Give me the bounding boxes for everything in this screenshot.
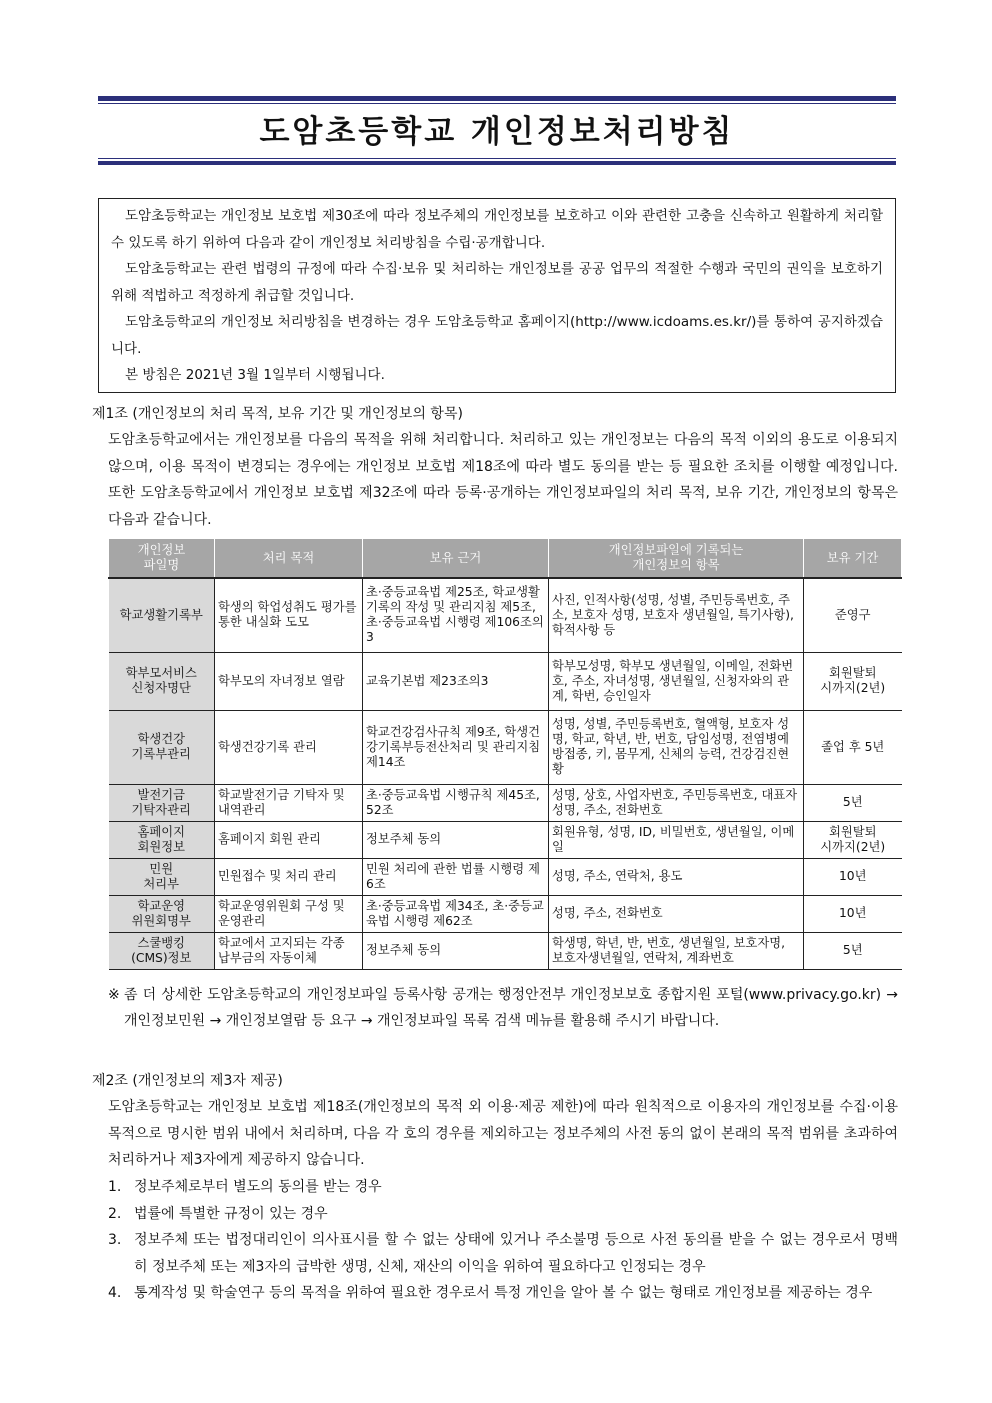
basis-cell: 정보주체 동의 bbox=[363, 821, 549, 858]
purpose-cell: 학생의 학업성취도 평가를 통한 내실화 도모 bbox=[215, 578, 363, 652]
list-item-number: 2. bbox=[108, 1205, 122, 1222]
title-top-rule bbox=[98, 96, 896, 101]
basis-cell: 초·중등교육법 시행규칙 제45조, 52조 bbox=[363, 784, 549, 821]
items-cell: 회원유형, 성명, ID, 비밀번호, 생년월일, 이메일 bbox=[549, 821, 804, 858]
file-name-cell: 민원 처리부 bbox=[109, 858, 215, 895]
note-mark: ※ bbox=[108, 987, 120, 1003]
retention-cell: 회원탈퇴 시까지(2년) bbox=[804, 652, 902, 710]
basis-cell: 초·중등교육법 제34조, 초·중등교육법 시행령 제62조 bbox=[363, 895, 549, 932]
list-item bbox=[108, 1227, 898, 1280]
column-header: 개인정보파일에 기록되는 개인정보의 항목 bbox=[549, 539, 804, 579]
file-name-cell: 학부모서비스 신청자명단 bbox=[109, 652, 215, 710]
section2-heading: 제2조 (개인정보의 제3자 제공) bbox=[92, 1073, 283, 1089]
page-title: 도암초등학교 개인정보처리방침 bbox=[259, 114, 735, 150]
column-header: 개인정보 파일명 bbox=[109, 539, 215, 579]
table-row bbox=[109, 895, 902, 932]
purpose-cell: 학교운영위원회 구성 및 운영관리 bbox=[215, 895, 363, 932]
basis-cell: 정보주체 동의 bbox=[363, 932, 549, 969]
retention-cell: 준영구 bbox=[804, 578, 902, 652]
note-block bbox=[108, 982, 898, 1034]
table-row bbox=[109, 821, 902, 858]
list-item bbox=[108, 1201, 898, 1228]
title-bottom-rule bbox=[98, 161, 896, 165]
file-name-cell: 발전기금 기탁자관리 bbox=[109, 784, 215, 821]
title-top-thin-rule bbox=[98, 103, 896, 104]
section2-paragraph: 도암초등학교는 개인정보 보호법 제18조(개인정보의 목적 외 이용·제공 제한)에 따라 원칙적으로 이용자의 개인정보를 수집·이용 목적으로 명시한 범위 내에서 처리하며, 다음 각 호의 경우를 제외하고는 정보주체의 사전 동의 없이 본래의 목적 범위를 초과하여 처리하거나 제3자에게 제공하지 않습니다. bbox=[108, 1099, 898, 1168]
intro-paragraph: 도암초등학교는 개인정보 보호법 제30조에 따라 정보주체의 개인정보를 보호하고 이와 관련한 고충을 신속하고 원활하게 처리할 수 있도록 하기 위하여 다음과 같이 개인정보 처리방침을 수립·공개합니다. bbox=[111, 208, 883, 251]
basis-cell: 초·중등교육법 제25조, 학교생활기록의 작성 및 관리지침 제5조, 초·중등교육법 시행령 제106조의3 bbox=[363, 578, 549, 652]
retention-cell: 5년 bbox=[804, 784, 902, 821]
table-row bbox=[109, 932, 902, 969]
basis-cell: 민원 처리에 관한 법률 시행령 제6조 bbox=[363, 858, 549, 895]
title-bottom-thin-rule bbox=[98, 158, 896, 159]
intro-box bbox=[98, 198, 896, 393]
items-cell: 학부모성명, 학부모 생년월일, 이메일, 전화번호, 주소, 자녀성명, 생년월일, 신청자와의 관계, 학번, 승인일자 bbox=[549, 652, 804, 710]
retention-cell: 10년 bbox=[804, 895, 902, 932]
purpose-cell: 학교발전기금 기탁자 및 내역관리 bbox=[215, 784, 363, 821]
intro-paragraph: 도암초등학교의 개인정보 처리방침을 변경하는 경우 도암초등학교 홈페이지(http://www.icdoams.es.kr/)를 통하여 공지하겠습니다. bbox=[111, 314, 883, 357]
list-item bbox=[108, 1174, 898, 1201]
retention-cell: 회원탈퇴 시까지(2년) bbox=[804, 821, 902, 858]
table-row bbox=[109, 652, 902, 710]
retention-cell: 10년 bbox=[804, 858, 902, 895]
retention-cell: 5년 bbox=[804, 932, 902, 969]
purpose-cell: 학교에서 고지되는 각종 납부금의 자동이체 bbox=[215, 932, 363, 969]
list-item-text: 통계작성 및 학술연구 등의 목적을 위하여 필요한 경우로서 특정 개인을 알아 볼 수 없는 형태로 개인정보를 제공하는 경우 bbox=[134, 1285, 873, 1301]
intro-paragraph: 도암초등학교는 관련 법령의 규정에 따라 수집·보유 및 처리하는 개인정보를 공공 업무의 적절한 수행과 국민의 권익을 보호하기 위해 적법하고 적정하게 취급할 것입니다. bbox=[111, 261, 883, 304]
note-text: 좀 더 상세한 도암초등학교의 개인정보파일 등록사항 공개는 행정안전부 개인정보보호 종합지원 포털(www.privacy.go.kr) → 개인정보민원 → 개인정보열람 등 요구 → 개인정보파일 목록 검색 메뉴를 활용해 주시기 바랍니다. bbox=[124, 987, 898, 1029]
retention-cell: 졸업 후 5년 bbox=[804, 710, 902, 784]
items-cell: 성명, 주소, 연락처, 용도 bbox=[549, 858, 804, 895]
table-header-row bbox=[109, 539, 902, 579]
list-item-number: 3. bbox=[108, 1232, 122, 1248]
section1-heading: 제1조 (개인정보의 처리 목적, 보유 기간 및 개인정보의 항목) bbox=[92, 406, 463, 422]
list-item-text: 정보주체 또는 법정대리인이 의사표시를 할 수 없는 상태에 있거나 주소불명 등으로 사전 동의를 받을 수 없는 경우로서 명백히 정보주체 또는 제3자의 급박한 생명, 신체, 재산의 이익을 위하여 필요하다고 인정되는 경우 bbox=[134, 1232, 898, 1275]
list-item-number: 1. bbox=[108, 1179, 122, 1195]
list-item-text: 법률에 특별한 규정이 있는 경우 bbox=[134, 1205, 328, 1222]
table-row bbox=[109, 858, 902, 895]
table-row bbox=[109, 578, 902, 652]
column-header: 보유 근거 bbox=[363, 539, 549, 579]
section1-body bbox=[108, 427, 898, 533]
column-header: 처리 목적 bbox=[215, 539, 363, 579]
items-cell: 성명, 주소, 전화번호 bbox=[549, 895, 804, 932]
title-block bbox=[98, 96, 896, 165]
basis-cell: 교육기본법 제23조의3 bbox=[363, 652, 549, 710]
items-cell: 성명, 성별, 주민등록번호, 혈액형, 보호자 성명, 학교, 학년, 반, 번호, 담임성명, 전염병예방접종, 키, 몸무게, 신체의 능력, 건강검진현황 bbox=[549, 710, 804, 784]
file-name-cell: 학교운영 위원회명부 bbox=[109, 895, 215, 932]
table-row bbox=[109, 784, 902, 821]
items-cell: 성명, 상호, 사업자번호, 주민등록번호, 대표자성명, 주소, 전화번호 bbox=[549, 784, 804, 821]
table-row bbox=[109, 710, 902, 784]
list-item-text: 정보주체로부터 별도의 동의를 받는 경우 bbox=[134, 1179, 382, 1195]
list-item-number: 4. bbox=[108, 1285, 122, 1301]
file-name-cell: 학생건강 기록부관리 bbox=[109, 710, 215, 784]
basis-cell: 학교건강검사규칙 제9조, 학생건강기록부등전산처리 및 관리지침 제14조 bbox=[363, 710, 549, 784]
section2-body bbox=[108, 1094, 898, 1174]
intro-paragraph: 본 방침은 2021년 3월 1일부터 시행됩니다. bbox=[125, 367, 385, 383]
items-cell: 사진, 인적사항(성명, 성별, 주민등록번호, 주소, 보호자 성명, 보호자 생년월일, 특기사항), 학적사항 등 bbox=[549, 578, 804, 652]
column-header: 보유 기간 bbox=[804, 539, 902, 579]
section1-paragraph: 도암초등학교에서는 개인정보를 다음의 목적을 위해 처리합니다. 처리하고 있는 개인정보는 다음의 목적 이외의 용도로 이용되지 않으며, 이용 목적이 변경되는 경우에는 개인정보 보호법 제18조에 따라 별도 동의를 받는 등 필요한 조치를 이행할 예정입니다. 또한 도암초등학교에서 개인정보 보호법 제32조에 따라 등록·공개하는 개인정보파일의 처리 목적, 보유 기간, 개인정보의 항목은 다음과 같습니다. bbox=[108, 432, 898, 528]
purpose-cell: 홈페이지 회원 관리 bbox=[215, 821, 363, 858]
purpose-cell: 민원접수 및 처리 관리 bbox=[215, 858, 363, 895]
list-item bbox=[108, 1280, 898, 1307]
file-name-cell: 학교생활기록부 bbox=[109, 578, 215, 652]
personal-info-files-table bbox=[108, 538, 902, 970]
purpose-cell: 학생건강기록 관리 bbox=[215, 710, 363, 784]
items-cell: 학생명, 학년, 반, 번호, 생년월일, 보호자명, 보호자생년월일, 연락처, 계좌번호 bbox=[549, 932, 804, 969]
file-name-cell: 홈페이지 회원정보 bbox=[109, 821, 215, 858]
file-name-cell: 스쿨뱅킹 (CMS)정보 bbox=[109, 932, 215, 969]
purpose-cell: 학부모의 자녀정보 열람 bbox=[215, 652, 363, 710]
exception-list bbox=[108, 1174, 898, 1307]
